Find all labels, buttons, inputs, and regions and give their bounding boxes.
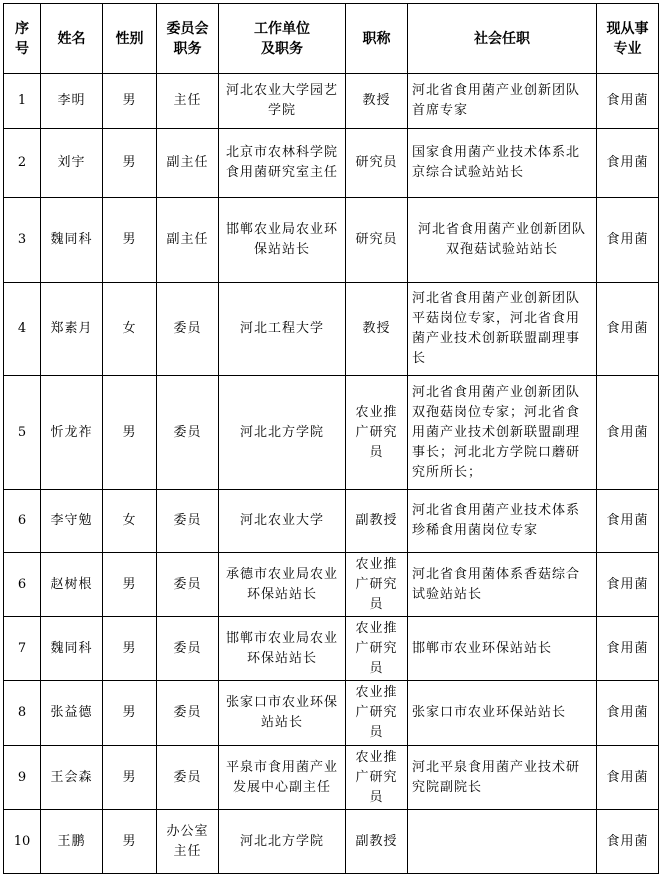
cell-specialty: 食用菌	[597, 283, 659, 376]
cell-committee-role: 委员	[157, 553, 219, 617]
cell-specialty: 食用菌	[597, 74, 659, 129]
cell-no: 6	[4, 553, 41, 617]
cell-committee-role: 办公室主任	[157, 810, 219, 874]
cell-name: 赵树根	[41, 553, 103, 617]
cell-name: 魏同科	[41, 198, 103, 283]
cell-social-positions: 河北省食用菌产业技术体系珍稀食用菌岗位专家	[408, 490, 597, 553]
table-row	[4, 74, 659, 129]
cell-name: 张益德	[41, 681, 103, 746]
cell-no: 4	[4, 283, 41, 376]
cell-specialty: 食用菌	[597, 810, 659, 874]
cell-title: 研究员	[346, 198, 408, 283]
table-row	[4, 129, 659, 198]
cell-name: 忻龙祚	[41, 376, 103, 490]
cell-gender: 男	[103, 746, 157, 810]
cell-specialty: 食用菌	[597, 490, 659, 553]
table-row	[4, 490, 659, 553]
cell-workplace: 邯郸市农业局农业环保站站长	[219, 617, 346, 681]
cell-no: 8	[4, 681, 41, 746]
cell-social-positions: 张家口市农业环保站站长	[408, 681, 597, 746]
cell-social-positions: 河北省食用菌产业创新团队首席专家	[408, 74, 597, 129]
cell-no: 9	[4, 746, 41, 810]
cell-name: 李守勉	[41, 490, 103, 553]
cell-gender: 男	[103, 810, 157, 874]
cell-no: 10	[4, 810, 41, 874]
cell-title: 副教授	[346, 490, 408, 553]
cell-title: 教授	[346, 74, 408, 129]
cell-gender: 男	[103, 74, 157, 129]
cell-name: 王鹏	[41, 810, 103, 874]
cell-workplace: 平泉市食用菌产业发展中心副主任	[219, 746, 346, 810]
cell-workplace: 北京市农林科学院食用菌研究室主任	[219, 129, 346, 198]
cell-title: 农业推广研究员	[346, 617, 408, 681]
table-row	[4, 681, 659, 746]
cell-specialty: 食用菌	[597, 376, 659, 490]
cell-title: 农业推广研究员	[346, 376, 408, 490]
cell-social-positions: 河北省食用菌产业创新团队平菇岗位专家，河北省食用菌产业技术创新联盟副理事长	[408, 283, 597, 376]
cell-specialty: 食用菌	[597, 129, 659, 198]
committee-members-table	[3, 3, 659, 874]
cell-no: 6	[4, 490, 41, 553]
cell-committee-role: 委员	[157, 681, 219, 746]
cell-title: 副教授	[346, 810, 408, 874]
cell-no: 3	[4, 198, 41, 283]
cell-title: 农业推广研究员	[346, 746, 408, 810]
cell-no: 5	[4, 376, 41, 490]
cell-gender: 男	[103, 617, 157, 681]
cell-title: 农业推广研究员	[346, 553, 408, 617]
header-specialty: 现从事 专业	[597, 4, 659, 74]
cell-gender: 男	[103, 129, 157, 198]
cell-specialty: 食用菌	[597, 681, 659, 746]
header-title: 职称	[346, 4, 408, 74]
cell-committee-role: 副主任	[157, 198, 219, 283]
table-row	[4, 376, 659, 490]
cell-workplace: 河北北方学院	[219, 376, 346, 490]
cell-name: 刘宇	[41, 129, 103, 198]
table-row	[4, 617, 659, 681]
cell-workplace: 张家口市农业环保站站长	[219, 681, 346, 746]
cell-workplace: 承德市农业局农业环保站站长	[219, 553, 346, 617]
cell-no: 7	[4, 617, 41, 681]
cell-no: 1	[4, 74, 41, 129]
cell-specialty: 食用菌	[597, 198, 659, 283]
cell-committee-role: 委员	[157, 746, 219, 810]
cell-name: 魏同科	[41, 617, 103, 681]
cell-gender: 男	[103, 376, 157, 490]
cell-workplace: 河北农业大学园艺学院	[219, 74, 346, 129]
cell-social-positions: 河北平泉食用菌产业技术研究院副院长	[408, 746, 597, 810]
table-row	[4, 746, 659, 810]
cell-social-positions: 国家食用菌产业技术体系北京综合试验站站长	[408, 129, 597, 198]
cell-social-positions	[408, 810, 597, 874]
cell-gender: 女	[103, 283, 157, 376]
header-no: 序 号	[4, 4, 41, 74]
cell-workplace: 河北工程大学	[219, 283, 346, 376]
header-workplace: 工作单位 及职务	[219, 4, 346, 74]
cell-gender: 男	[103, 198, 157, 283]
header-row	[4, 4, 659, 74]
header-social-positions: 社会任职	[408, 4, 597, 74]
cell-social-positions: 邯郸市农业环保站站长	[408, 617, 597, 681]
table-row	[4, 198, 659, 283]
header-committee-role: 委员会 职务	[157, 4, 219, 74]
cell-social-positions: 河北省食用菌产业创新团队双孢菇岗位专家；河北省食用菌产业技术创新联盟副理事长；河北北方学院口蘑研究所所长；	[408, 376, 597, 490]
cell-specialty: 食用菌	[597, 553, 659, 617]
cell-workplace: 河北农业大学	[219, 490, 346, 553]
table-row	[4, 283, 659, 376]
cell-gender: 男	[103, 553, 157, 617]
cell-name: 李明	[41, 74, 103, 129]
cell-title: 研究员	[346, 129, 408, 198]
table-row	[4, 810, 659, 874]
cell-specialty: 食用菌	[597, 617, 659, 681]
cell-committee-role: 主任	[157, 74, 219, 129]
cell-committee-role: 副主任	[157, 129, 219, 198]
cell-name: 郑素月	[41, 283, 103, 376]
header-name: 姓名	[41, 4, 103, 74]
cell-workplace: 河北北方学院	[219, 810, 346, 874]
cell-name: 王会森	[41, 746, 103, 810]
cell-social-positions: 河北省食用菌产业创新团队双孢菇试验站站长	[408, 198, 597, 283]
cell-title: 农业推广研究员	[346, 681, 408, 746]
cell-no: 2	[4, 129, 41, 198]
cell-specialty: 食用菌	[597, 746, 659, 810]
header-gender: 性别	[103, 4, 157, 74]
cell-committee-role: 委员	[157, 376, 219, 490]
cell-committee-role: 委员	[157, 283, 219, 376]
cell-committee-role: 委员	[157, 617, 219, 681]
cell-gender: 女	[103, 490, 157, 553]
cell-gender: 男	[103, 681, 157, 746]
cell-workplace: 邯郸农业局农业环保站站长	[219, 198, 346, 283]
cell-social-positions: 河北省食用菌体系香菇综合试验站站长	[408, 553, 597, 617]
cell-title: 教授	[346, 283, 408, 376]
table-row	[4, 553, 659, 617]
cell-committee-role: 委员	[157, 490, 219, 553]
